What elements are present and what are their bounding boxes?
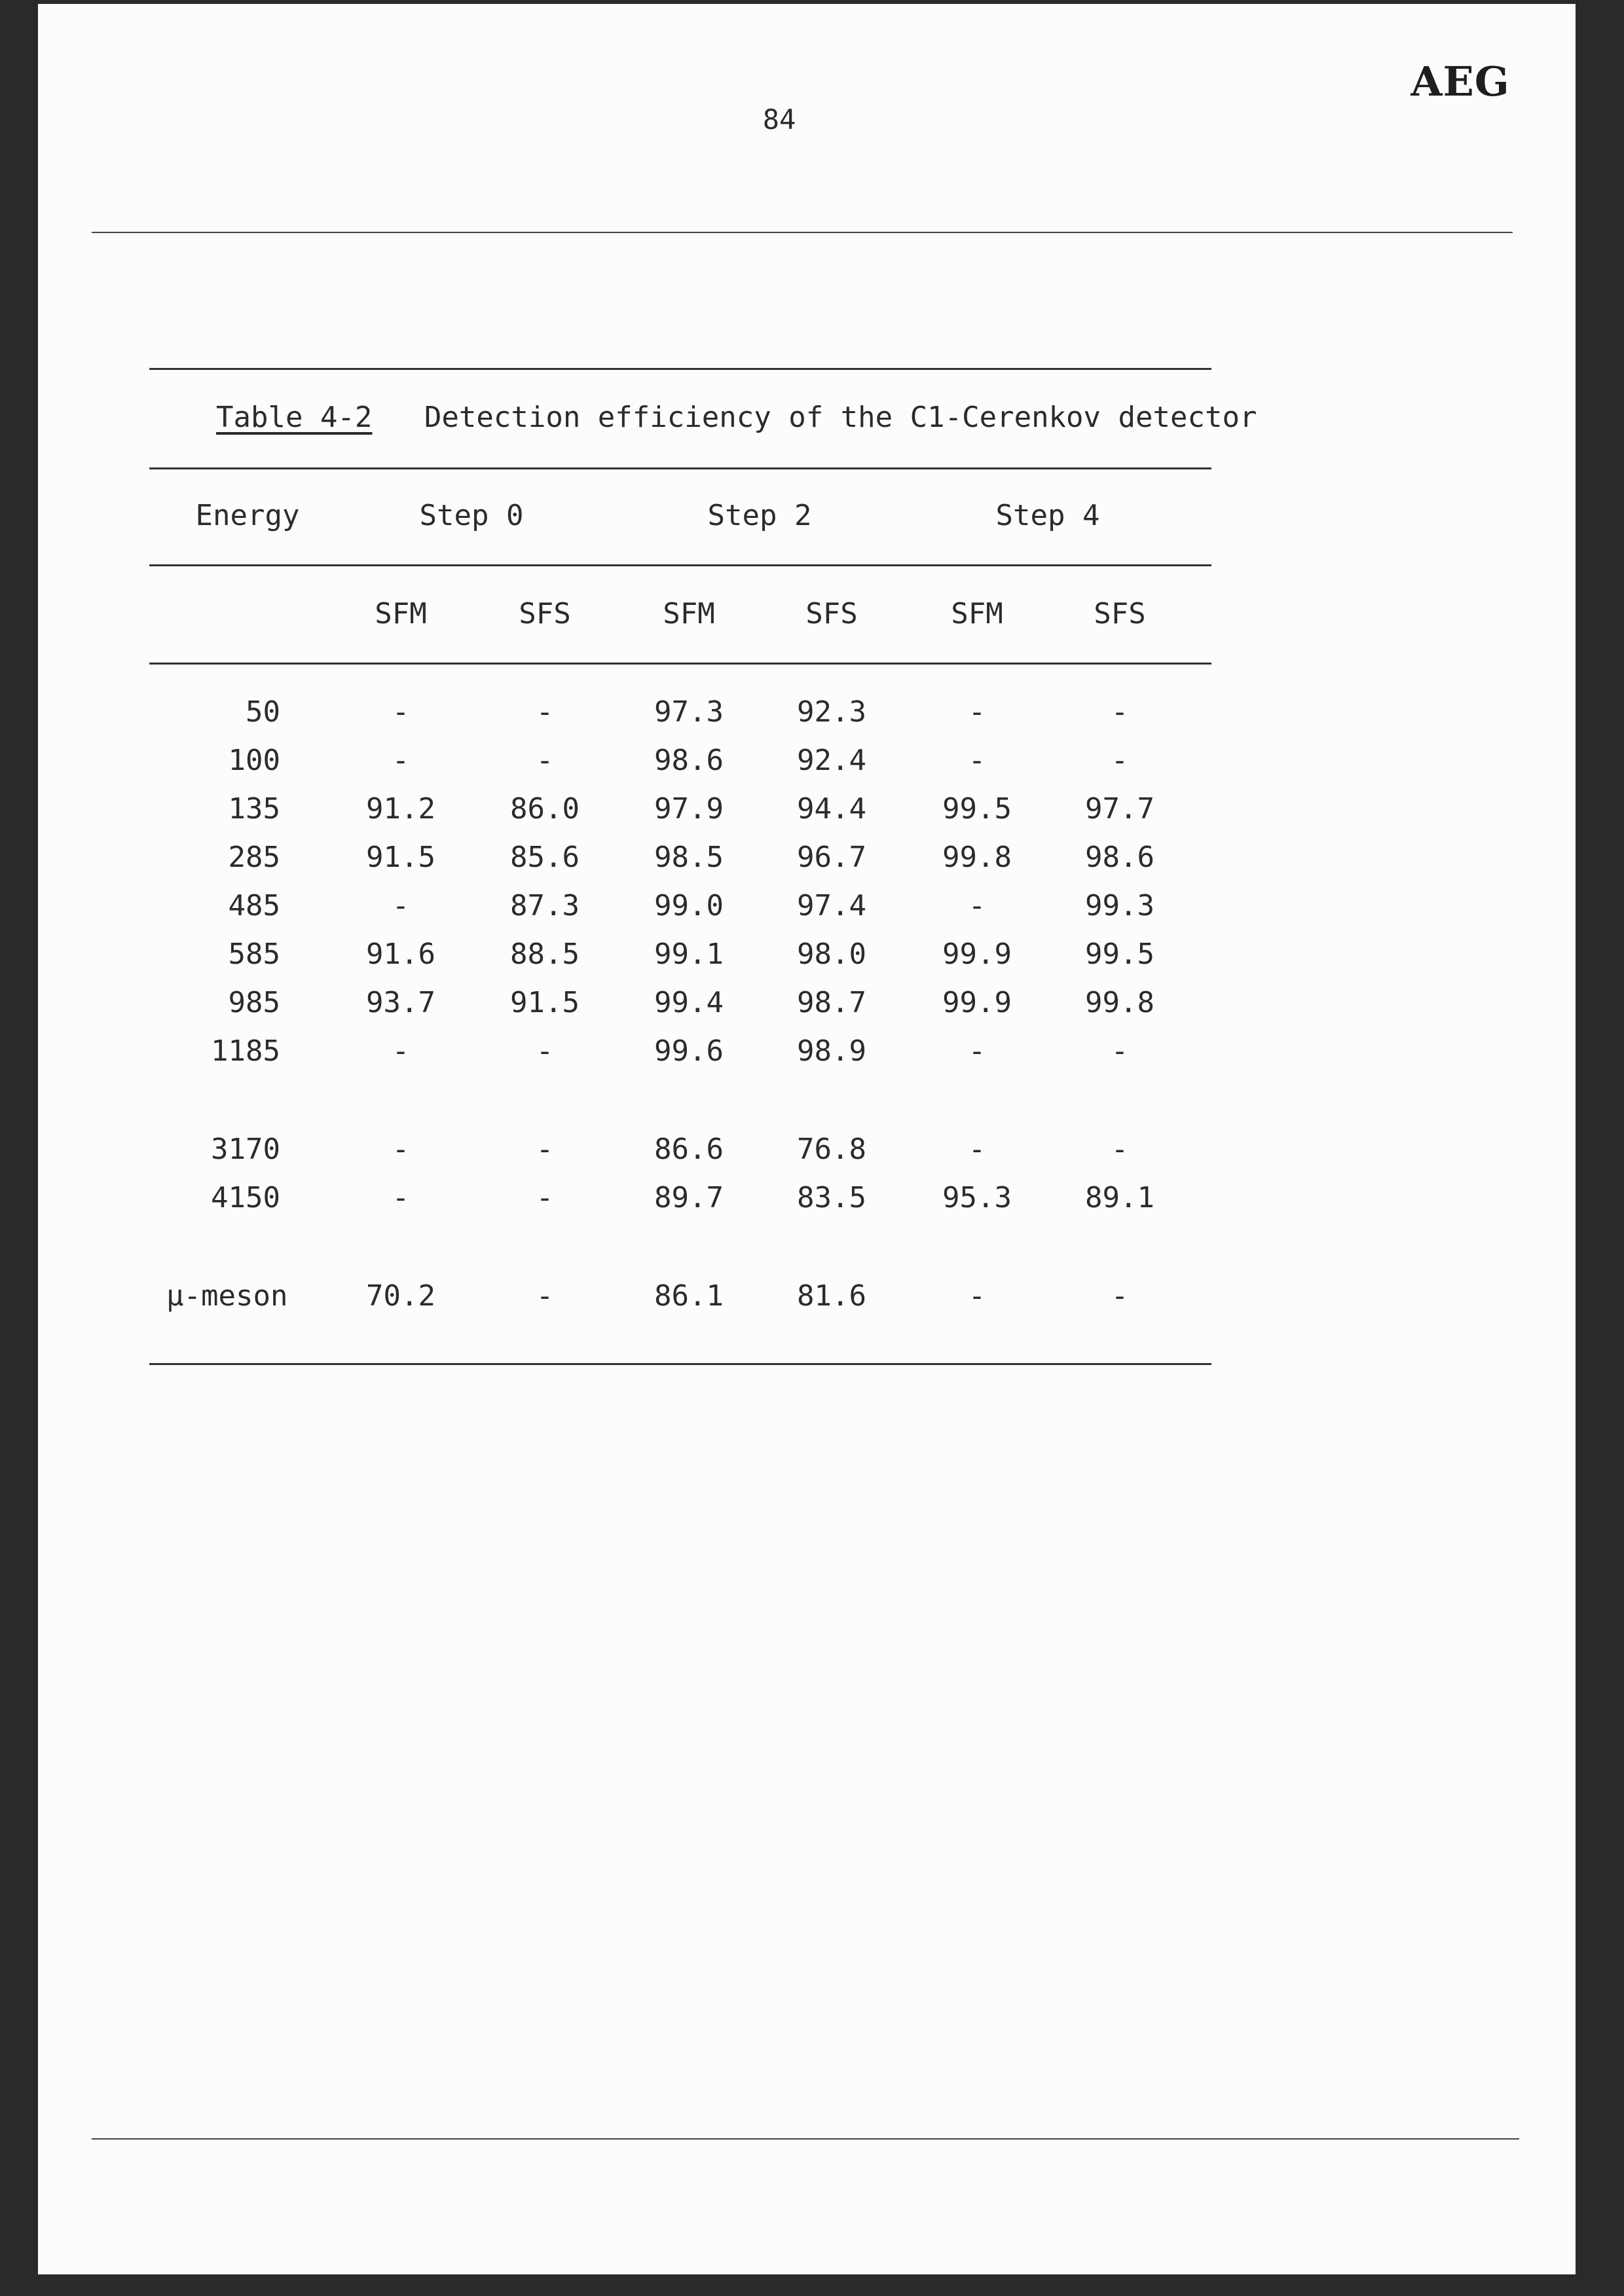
table-label: Table 4-2 bbox=[216, 401, 373, 434]
energy-cell: 100 bbox=[228, 744, 280, 777]
efficiency-cell: 86.0 bbox=[510, 792, 580, 826]
efficiency-cell: - bbox=[392, 889, 410, 922]
energy-cell: 585 bbox=[228, 938, 280, 971]
page-number: 84 bbox=[762, 103, 796, 136]
efficiency-cell: 92.3 bbox=[797, 695, 866, 729]
subcolumn-header: SFS bbox=[519, 597, 571, 630]
aeg-logo: AEG bbox=[1411, 58, 1510, 105]
efficiency-cell: 99.6 bbox=[654, 1034, 724, 1068]
table-top-rule bbox=[149, 368, 1211, 370]
efficiency-cell: 97.3 bbox=[654, 695, 724, 729]
efficiency-cell: - bbox=[968, 1279, 986, 1313]
efficiency-cell: - bbox=[1111, 1279, 1129, 1313]
efficiency-cell: 91.2 bbox=[366, 792, 435, 826]
energy-cell: 50 bbox=[246, 695, 280, 729]
group-header-step-4: Step 4 bbox=[995, 499, 1100, 532]
efficiency-cell: - bbox=[968, 1133, 986, 1166]
header-rule bbox=[92, 232, 1513, 233]
efficiency-cell: 95.3 bbox=[942, 1181, 1012, 1214]
efficiency-cell: 97.9 bbox=[654, 792, 724, 826]
footer-rule bbox=[92, 2138, 1519, 2140]
efficiency-cell: - bbox=[392, 1181, 410, 1214]
efficiency-cell: 87.3 bbox=[510, 889, 580, 922]
efficiency-cell: 99.4 bbox=[654, 986, 724, 1019]
efficiency-cell: 89.1 bbox=[1085, 1181, 1154, 1214]
energy-cell: 4150 bbox=[211, 1181, 280, 1214]
efficiency-cell: 85.6 bbox=[510, 841, 580, 874]
efficiency-cell: 83.5 bbox=[797, 1181, 866, 1214]
efficiency-cell: - bbox=[968, 889, 986, 922]
efficiency-cell: 96.7 bbox=[797, 841, 866, 874]
efficiency-cell: 98.6 bbox=[1085, 841, 1154, 874]
efficiency-cell: 86.1 bbox=[654, 1279, 724, 1313]
subcolumn-header: SFM bbox=[375, 597, 427, 630]
efficiency-cell: 99.8 bbox=[942, 841, 1012, 874]
efficiency-cell: 92.4 bbox=[797, 744, 866, 777]
efficiency-cell: 98.7 bbox=[797, 986, 866, 1019]
efficiency-cell: - bbox=[536, 1279, 554, 1313]
efficiency-cell: - bbox=[536, 1034, 554, 1068]
efficiency-cell: 76.8 bbox=[797, 1133, 866, 1166]
energy-cell: 3170 bbox=[211, 1133, 280, 1166]
efficiency-cell: - bbox=[968, 1034, 986, 1068]
efficiency-cell: 98.0 bbox=[797, 938, 866, 971]
efficiency-cell: - bbox=[536, 1133, 554, 1166]
efficiency-cell: 86.6 bbox=[654, 1133, 724, 1166]
energy-cell: 135 bbox=[228, 792, 280, 826]
group-header-step-0: Step 0 bbox=[419, 499, 524, 532]
efficiency-cell: 99.5 bbox=[1085, 938, 1154, 971]
efficiency-cell: 99.0 bbox=[654, 889, 724, 922]
efficiency-cell: - bbox=[968, 695, 986, 729]
subcolumn-header-rule bbox=[149, 663, 1211, 665]
efficiency-cell: - bbox=[1111, 1034, 1129, 1068]
efficiency-cell: 99.1 bbox=[654, 938, 724, 971]
group-header-step-2: Step 2 bbox=[707, 499, 812, 532]
efficiency-cell: - bbox=[536, 1181, 554, 1214]
subcolumn-header: SFM bbox=[663, 597, 715, 630]
efficiency-cell: 99.8 bbox=[1085, 986, 1154, 1019]
efficiency-cell: 91.6 bbox=[366, 938, 435, 971]
energy-cell: 285 bbox=[228, 841, 280, 874]
efficiency-cell: - bbox=[392, 1034, 410, 1068]
table-title: Detection efficiency of the C1-Cerenkov detector bbox=[424, 401, 1257, 434]
efficiency-cell: - bbox=[536, 695, 554, 729]
efficiency-cell: - bbox=[1111, 695, 1129, 729]
caption-rule bbox=[149, 467, 1211, 469]
energy-cell: 485 bbox=[228, 889, 280, 922]
efficiency-cell: 99.9 bbox=[942, 938, 1012, 971]
table-caption bbox=[216, 401, 1257, 434]
efficiency-cell: - bbox=[392, 695, 410, 729]
group-header-rule bbox=[149, 564, 1211, 566]
efficiency-cell: 88.5 bbox=[510, 938, 580, 971]
efficiency-cell: 81.6 bbox=[797, 1279, 866, 1313]
efficiency-cell: - bbox=[536, 744, 554, 777]
subcolumn-header: SFS bbox=[1094, 597, 1146, 630]
efficiency-cell: - bbox=[1111, 744, 1129, 777]
efficiency-cell: 99.5 bbox=[942, 792, 1012, 826]
efficiency-cell: - bbox=[392, 744, 410, 777]
efficiency-cell: 94.4 bbox=[797, 792, 866, 826]
efficiency-cell: 99.9 bbox=[942, 986, 1012, 1019]
subcolumn-header: SFS bbox=[805, 597, 858, 630]
efficiency-cell: - bbox=[968, 744, 986, 777]
efficiency-cell: 99.3 bbox=[1085, 889, 1154, 922]
energy-cell: 985 bbox=[228, 986, 280, 1019]
energy-cell: μ-meson bbox=[166, 1279, 288, 1313]
efficiency-cell: - bbox=[1111, 1133, 1129, 1166]
efficiency-cell: - bbox=[392, 1133, 410, 1166]
efficiency-cell: 91.5 bbox=[510, 986, 580, 1019]
efficiency-cell: 97.7 bbox=[1085, 792, 1154, 826]
efficiency-cell: 93.7 bbox=[366, 986, 435, 1019]
energy-cell: 1185 bbox=[211, 1034, 280, 1068]
efficiency-cell: 70.2 bbox=[366, 1279, 435, 1313]
table-bottom-rule bbox=[149, 1363, 1211, 1365]
energy-header: Energy bbox=[195, 499, 300, 532]
efficiency-cell: 98.9 bbox=[797, 1034, 866, 1068]
efficiency-cell: 91.5 bbox=[366, 841, 435, 874]
efficiency-cell: 98.6 bbox=[654, 744, 724, 777]
subcolumn-header: SFM bbox=[951, 597, 1003, 630]
efficiency-cell: 89.7 bbox=[654, 1181, 724, 1214]
efficiency-cell: 97.4 bbox=[797, 889, 866, 922]
efficiency-cell: 98.5 bbox=[654, 841, 724, 874]
